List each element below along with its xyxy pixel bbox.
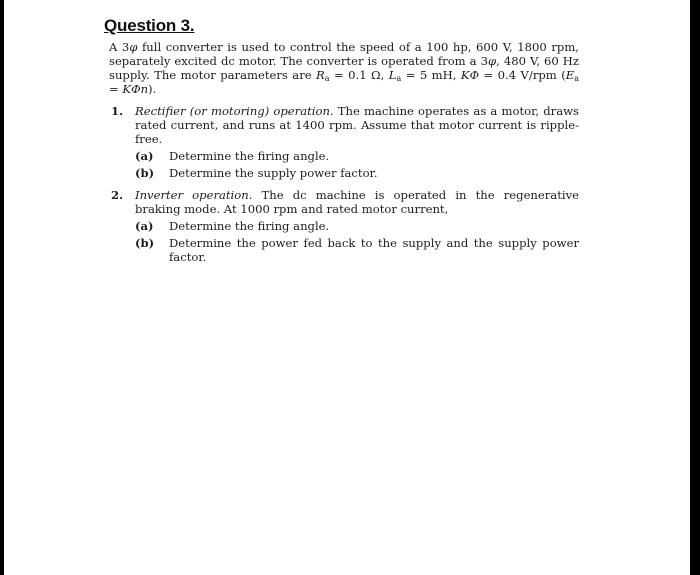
kphi-symbol: KΦ [460, 68, 480, 82]
sub-label: (b) [135, 236, 155, 250]
sub-label: (a) [135, 149, 154, 163]
part-1 [109, 104, 579, 146]
sub-text: Determine the supply power factor. [169, 166, 378, 180]
part-1-heading: Rectifier (or motoring) operation. [135, 104, 334, 118]
closing-paren: ). [148, 82, 157, 96]
ra-symbol: R [316, 68, 325, 82]
question-title: Question 3. [104, 16, 195, 35]
intro-text-3: , 480 V, 60 Hz supply. The motor parameters are [109, 54, 580, 82]
right-edge-bar [690, 0, 700, 575]
intro-text-2: full converter is used to control the speed of a 100 hp, 600 V, 1800 rpm, separately excited dc motor. The converter is operated from a 3 [109, 40, 579, 68]
part-2 [109, 188, 579, 216]
part-2-number: 2. [111, 188, 124, 202]
sub-label: (b) [135, 166, 155, 180]
sub-text: Determine the power fed back to the supply and the supply power factor. [169, 236, 579, 264]
part-2-text [135, 188, 579, 216]
part-2-sub-a [135, 219, 579, 233]
equals-sign: = [109, 82, 123, 96]
ea-symbol: E [565, 68, 575, 82]
kphin-expression: KΦn [122, 82, 149, 96]
part-2-sub-b [135, 236, 579, 264]
part-1-description: The machine operates as a motor, draws rated current, and runs at 1400 rpm. Assume that motor current is ripple-free. [135, 104, 579, 146]
part-2-heading: Inverter operation. [135, 188, 253, 202]
la-value: = 5 mH, [401, 68, 461, 82]
kphi-value: = 0.4 V/rpm ( [479, 68, 566, 82]
intro-text-1: A 3 [109, 40, 130, 54]
part-1-text [135, 104, 579, 146]
la-symbol: L [388, 68, 397, 82]
sub-label: (a) [135, 219, 154, 233]
part-1-number: 1. [111, 104, 124, 118]
ea-subscript: a [574, 74, 579, 83]
part-2-description: The dc machine is operated in the regenerative braking mode. At 1000 rpm and rated motor current, [135, 188, 579, 216]
sub-text: Determine the firing angle. [169, 219, 330, 233]
sub-text: Determine the firing angle. [169, 149, 330, 163]
ra-subscript: a [324, 74, 330, 83]
la-subscript: a [396, 74, 402, 83]
phi-symbol: φ [129, 40, 138, 54]
question-document [104, 16, 580, 264]
ra-value: = 0.1 Ω, [329, 68, 389, 82]
left-edge-bar [0, 0, 4, 575]
part-1-sub-a [135, 149, 579, 163]
part-1-sub-b [135, 166, 579, 180]
phi-symbol: φ [488, 54, 497, 68]
problem-statement [109, 40, 579, 96]
